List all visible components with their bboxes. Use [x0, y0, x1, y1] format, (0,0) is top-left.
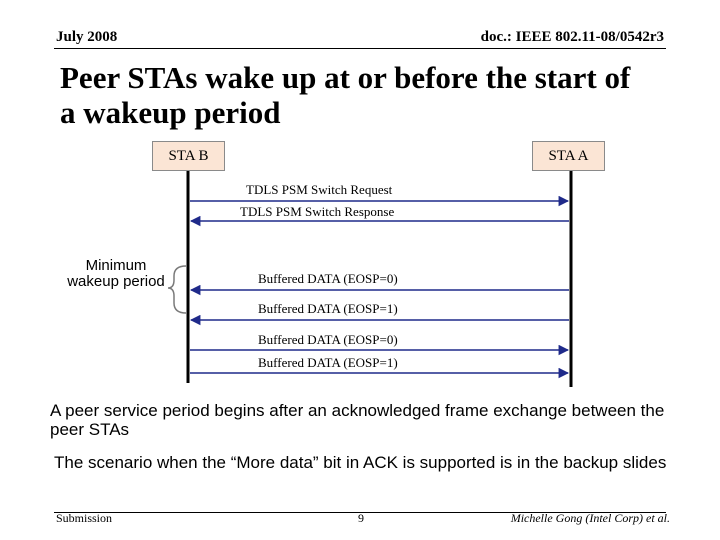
footer-author: Michelle Gong (Intel Corp) et al.	[510, 511, 670, 525]
minimum-wakeup-period-note: Minimum wakeup period	[67, 257, 165, 290]
footer-submission: Submission	[56, 511, 113, 525]
message-label: Buffered DATA (EOSP=0)	[258, 271, 398, 286]
slide-title-line-2: a wakeup period	[60, 95, 281, 130]
message-label: Buffered DATA (EOSP=1)	[258, 355, 398, 370]
paragraph-service-period: A peer service period begins after an acknowledged frame exchange between the peer STAs	[50, 401, 665, 439]
wakeup-period-bracket	[168, 266, 186, 313]
header-doc-id: doc.: IEEE 802.11-08/0542r3	[480, 29, 664, 45]
sta-b-label: STA B	[168, 147, 209, 164]
header-date: July 2008	[56, 29, 118, 45]
message-label: TDLS PSM Switch Request	[246, 182, 393, 197]
footer-page-number: 9	[358, 511, 364, 525]
sta-a-label: STA A	[548, 147, 589, 164]
message-label: TDLS PSM Switch Response	[240, 204, 395, 219]
paragraph-more-data: The scenario when the “More data” bit in ACK is supported is in the backup slides	[54, 453, 667, 472]
slide-title-line-1: Peer STAs wake up at or before the start of	[60, 60, 631, 95]
message-label: Buffered DATA (EOSP=1)	[258, 301, 398, 316]
message-label: Buffered DATA (EOSP=0)	[258, 332, 398, 347]
